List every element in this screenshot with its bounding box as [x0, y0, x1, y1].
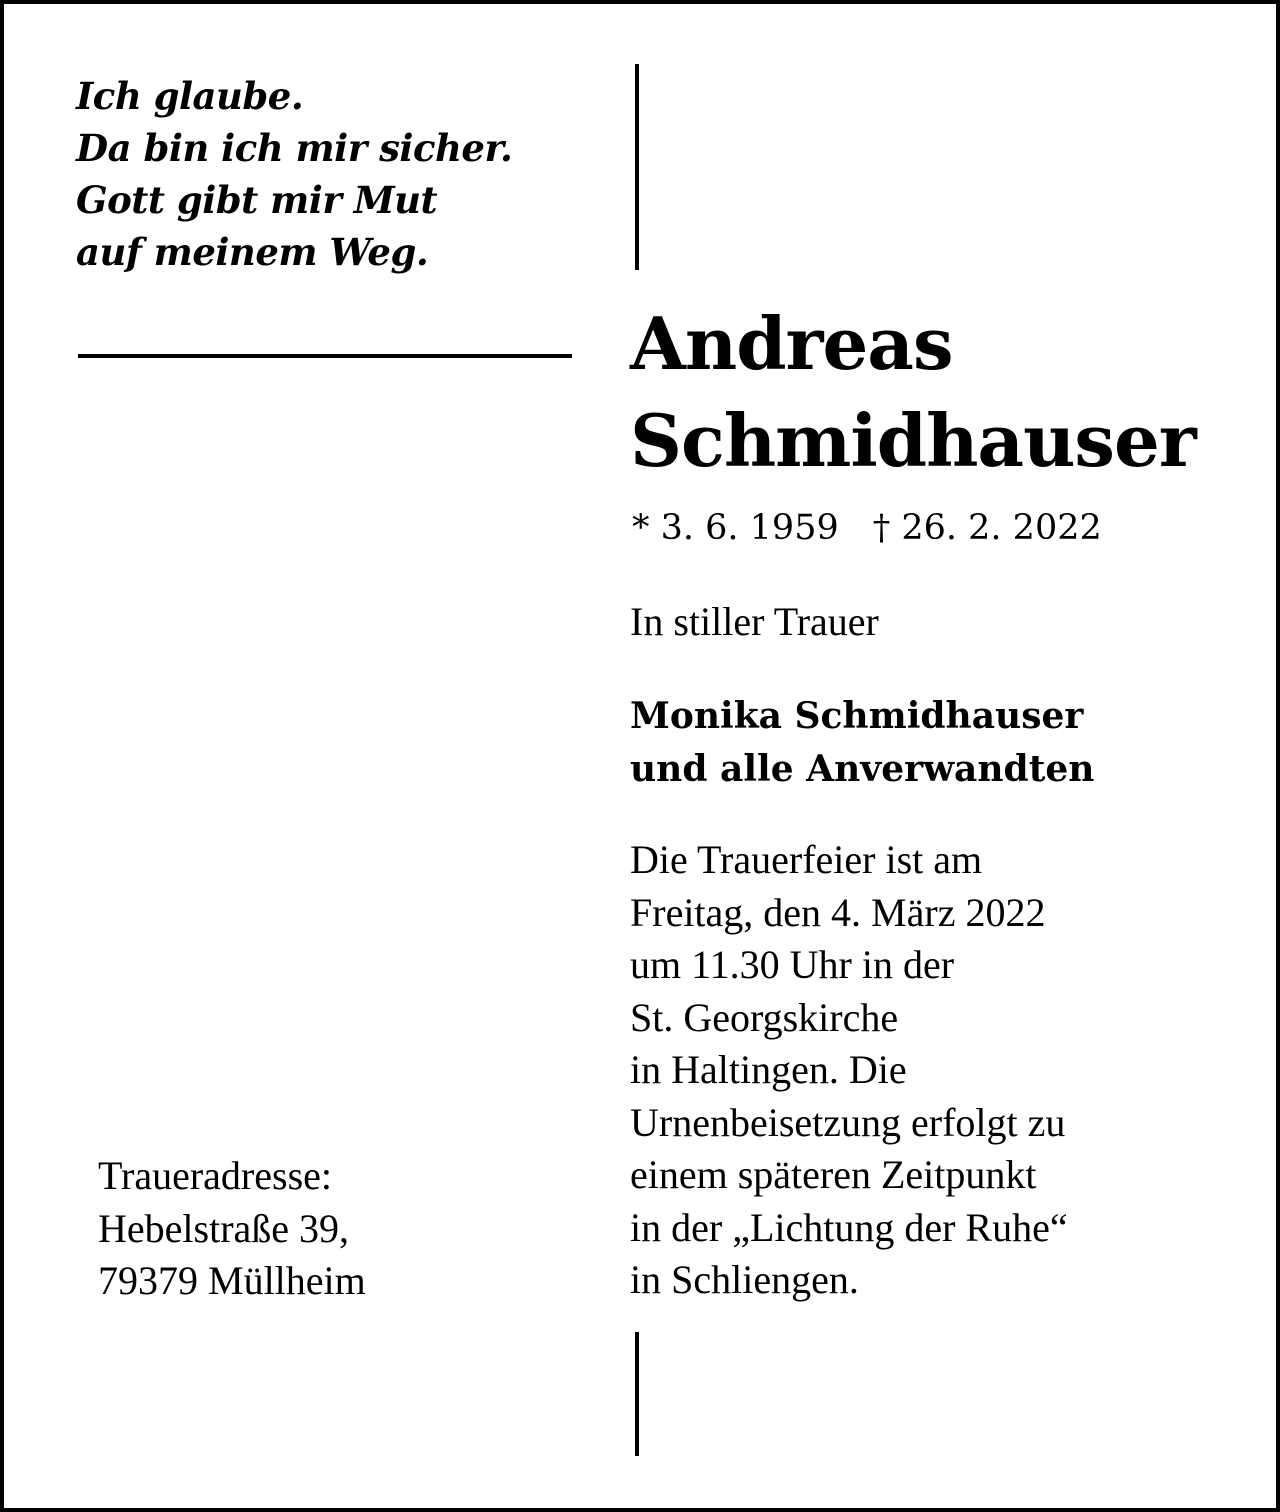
ceremony-line: St. Georgskirche [630, 994, 899, 1040]
birth-date: * 3. 6. 1959 [632, 508, 839, 548]
ceremony-line: Freitag, den 4. März 2022 [630, 889, 1046, 935]
mourning-text: In stiller Trauer [630, 599, 879, 644]
verse-line: Gott gibt mir Mut [76, 178, 438, 222]
address-line: 79379 Müllheim [98, 1258, 366, 1303]
ceremony-line: Die Trauerfeier ist am [630, 837, 983, 882]
verse-line: auf meinem Weg. [76, 230, 429, 274]
last-name: Schmidhauser [630, 398, 1196, 483]
family-names [630, 690, 1094, 796]
life-dates [632, 505, 1102, 551]
ceremony-line: einem späteren Zeitpunkt [630, 1152, 1037, 1197]
ceremony-info [630, 834, 1068, 1307]
ceremony-line: um 11.30 Uhr in der [630, 942, 955, 987]
first-name: Andreas [630, 301, 953, 386]
verse-line: Da bin ich mir sicher. [76, 126, 513, 170]
ceremony-line: Urnenbeisetzung erfolgt zu [630, 1099, 1066, 1145]
verse-line: Ich glaube. [76, 74, 304, 118]
deceased-name [630, 295, 1196, 489]
address-line: Traueradresse: [98, 1153, 333, 1198]
vertical-divider-bottom [635, 1332, 639, 1456]
ceremony-line: in der „Lichtung der Ruhe“ [630, 1204, 1068, 1250]
ceremony-line: in Haltingen. Die [630, 1047, 907, 1092]
verse-quote [76, 70, 596, 278]
horizontal-divider [78, 354, 572, 358]
vertical-divider-top [635, 64, 639, 270]
family-line: und alle Anverwandten [630, 748, 1095, 790]
family-line: Monika Schmidhauser [630, 695, 1084, 737]
address-line: Hebelstraße 39, [98, 1205, 350, 1251]
death-date: † 26. 2. 2022 [872, 508, 1102, 548]
mourning-address [98, 1150, 366, 1308]
ceremony-line: in Schliengen. [630, 1257, 859, 1302]
